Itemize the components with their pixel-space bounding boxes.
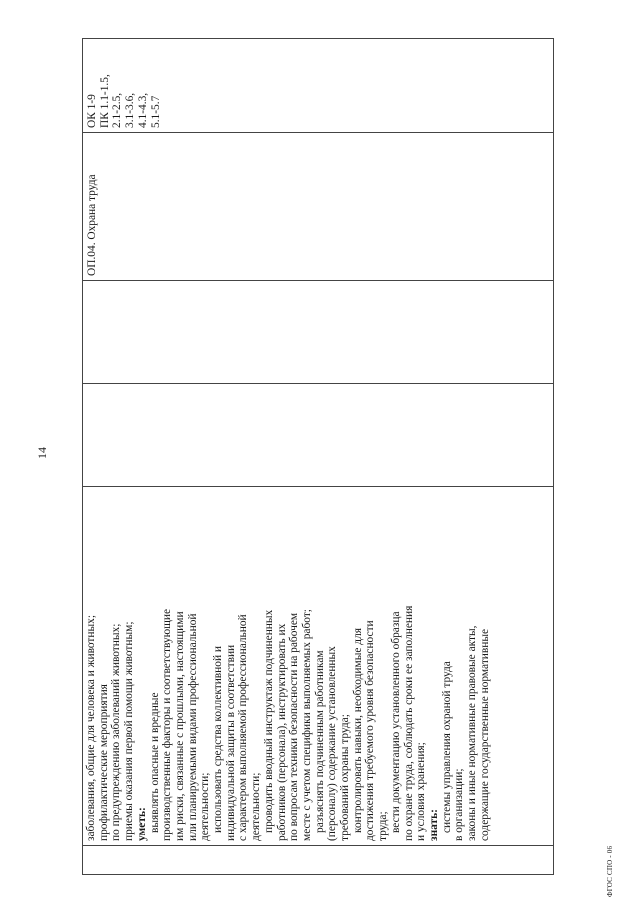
footer-code: ФГОС СПО - 06 <box>606 845 614 897</box>
text-line: работников (персонала), инструктировать их <box>275 623 288 841</box>
text-line: месте с учетом специфики выполняемых работ; <box>300 609 313 841</box>
text-line: разъяснять подчиненным работникам <box>313 650 326 833</box>
text-line: контролировать навыки, необходимые для <box>351 627 364 833</box>
text-line: (персоналу) содержание установленных <box>326 646 339 841</box>
text-line: проводить вводный инструктаж подчиненных <box>262 609 275 833</box>
text-line: достижения требуемого уровня безопасности <box>364 620 377 841</box>
competency-text <box>83 487 492 845</box>
code-line: 5.1-5.7 <box>149 95 162 128</box>
competency-cell <box>83 487 554 846</box>
text-line: использовать средства коллективной и <box>212 645 225 833</box>
text-line: знать: <box>427 809 440 841</box>
codes-cell <box>83 39 554 133</box>
code-line: 3.1-3.6, <box>124 92 137 128</box>
curriculum-table <box>82 38 554 875</box>
text-line: деятельности; <box>199 772 212 841</box>
index-cell <box>83 846 554 875</box>
text-line: в организации; <box>453 768 466 841</box>
code-line: 2.1-2.5, <box>111 92 124 128</box>
text-line: уметь: <box>135 807 148 841</box>
text-line: производственные факторы и соответствующие <box>161 608 174 841</box>
text-line: труда; <box>377 811 390 841</box>
table-row <box>83 39 554 875</box>
text-line: требований охраны труда; <box>339 714 352 841</box>
text-line: по вопросам техники безопасности на рабочем <box>288 612 301 841</box>
text-line: по охране труда, соблюдать сроки ее заполнения <box>402 605 415 841</box>
text-line: с характером выполняемой профессиональной <box>237 614 250 841</box>
text-line: заболевания, общие для человека и животных; <box>85 614 97 841</box>
text-line: индивидуальной защиты в соответствии <box>224 644 237 841</box>
text-line: по предупреждению заболеваний животных; <box>110 623 123 841</box>
text-line: вести документацию установленного образца <box>389 611 402 833</box>
text-line: законы и иные нормативные правовые акты, <box>466 625 479 841</box>
competency-codes <box>83 39 162 132</box>
code-line: 4.1-4.3, <box>136 92 149 128</box>
text-line: или планируемыми видами профессиональной <box>186 613 199 841</box>
text-line: им риски, связанные с прошлыми, настоящими <box>173 611 186 841</box>
empty-cell-credits <box>83 281 554 384</box>
text-line: деятельности; <box>250 772 263 841</box>
text-line: системы управления охраной труда <box>440 661 453 833</box>
text-line: содержащие государственные нормативные <box>478 628 491 841</box>
page-number: 14 <box>35 447 49 459</box>
text-line: выявлять опасные и вредные <box>148 692 161 833</box>
text-line: и условия хранения; <box>415 742 428 841</box>
code-line: ПК 1.1-1.5, <box>98 74 111 128</box>
text-line: приемы оказания первой помощи животным; <box>123 621 136 841</box>
empty-cell-hours <box>83 384 554 487</box>
text-line: профилактические мероприятия <box>97 684 110 841</box>
discipline-name: ОП.04. Охрана труда <box>86 174 98 276</box>
discipline-cell <box>83 133 554 281</box>
code-line: ОК 1-9 <box>86 94 98 128</box>
